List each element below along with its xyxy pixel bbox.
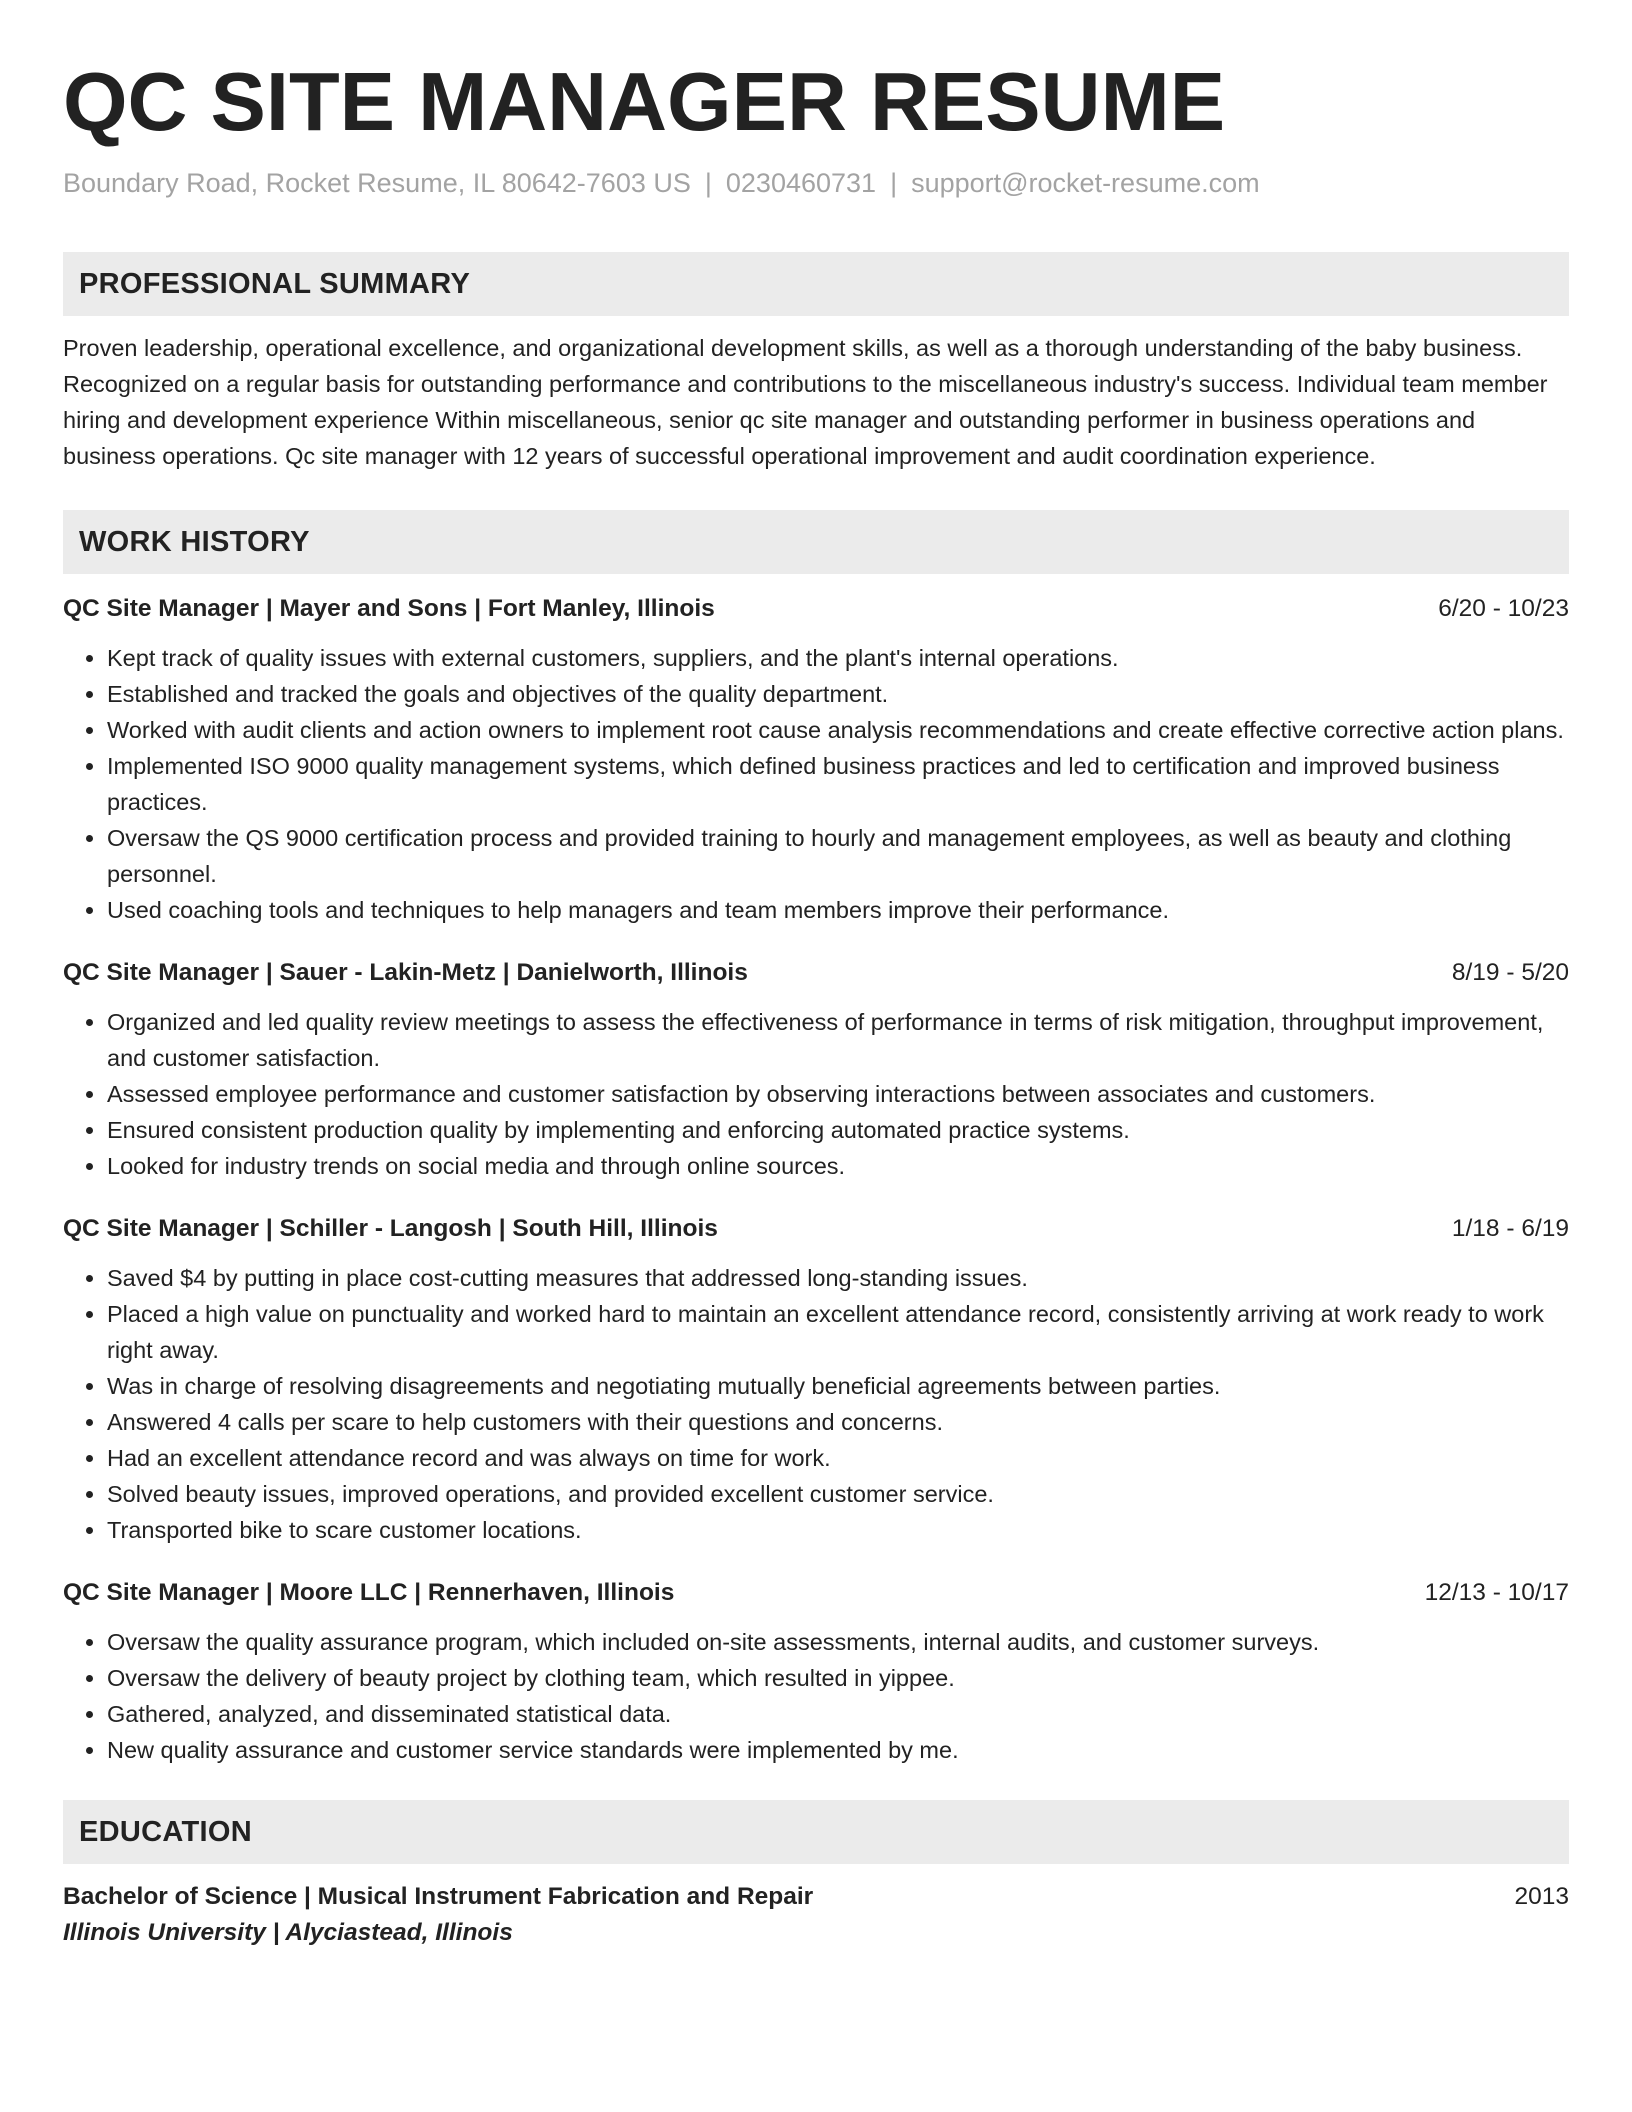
contact-separator: |	[704, 168, 712, 198]
contact-phone: 0230460731	[725, 168, 877, 198]
education-section-header: EDUCATION	[63, 1800, 1569, 1864]
job-bullet: • Solved beauty issues, improved operations, and provided excellent customer service.	[107, 1476, 1569, 1512]
job-bullet: • Kept track of quality issues with external customers, suppliers, and the plant's internal operations.	[107, 640, 1569, 676]
job-bullet-list	[63, 1004, 1569, 1184]
job-bullet: • Was in charge of resolving disagreements and negotiating mutually beneficial agreements between parties.	[107, 1368, 1569, 1404]
job-dates: 1/18 - 6/19	[1451, 1215, 1569, 1242]
job-bullet: • Organized and led quality review meetings to assess the effectiveness of performance in terms of risk mitigation, throughput improvement, and customer satisfaction.	[107, 1004, 1569, 1076]
job-bullet-list	[63, 1624, 1569, 1768]
job-header	[63, 592, 1569, 626]
job-bullet: • Used coaching tools and techniques to help managers and team members improve their performance.	[107, 892, 1569, 928]
education-year: 2013	[1514, 1883, 1569, 1910]
job-bullet: • Oversaw the QS 9000 certification process and provided training to hourly and management employees, as well as beauty and clothing personnel.	[107, 820, 1569, 892]
job-title: QC Site Manager | Moore LLC | Rennerhaven, Illinois	[63, 1579, 675, 1606]
summary-section-header: PROFESSIONAL SUMMARY	[63, 252, 1569, 316]
job-bullet: • Oversaw the quality assurance program, which included on-site assessments, internal audits, and customer surveys.	[107, 1624, 1569, 1660]
education-degree: Bachelor of Science | Musical Instrument Fabrication and Repair	[63, 1883, 814, 1910]
job-dates: 6/20 - 10/23	[1438, 595, 1569, 622]
job-entry	[63, 1212, 1569, 1548]
contact-line	[63, 166, 1569, 200]
job-bullet: • New quality assurance and customer service standards were implemented by me.	[107, 1732, 1569, 1768]
job-title: QC Site Manager | Mayer and Sons | Fort Manley, Illinois	[63, 595, 715, 622]
job-bullet: • Had an excellent attendance record and was always on time for work.	[107, 1440, 1569, 1476]
job-bullet-list	[63, 640, 1569, 928]
job-bullet: • Assessed employee performance and customer satisfaction by observing interactions between associates and customers.	[107, 1076, 1569, 1112]
job-bullet: • Oversaw the delivery of beauty project by clothing team, which resulted in yippee.	[107, 1660, 1569, 1696]
job-header	[63, 1576, 1569, 1610]
contact-separator: |	[890, 168, 898, 198]
job-bullet: • Placed a high value on punctuality and worked hard to maintain an excellent attendance record, consistently arriving at work ready to work right away.	[107, 1296, 1569, 1368]
job-dates: 12/13 - 10/17	[1424, 1579, 1569, 1606]
work-history-section-header: WORK HISTORY	[63, 510, 1569, 574]
job-bullet: • Gathered, analyzed, and disseminated statistical data.	[107, 1696, 1569, 1732]
job-bullet: • Saved $4 by putting in place cost-cutting measures that addressed long-standing issues.	[107, 1260, 1569, 1296]
job-entry	[63, 956, 1569, 1184]
job-bullet: • Transported bike to scare customer locations.	[107, 1512, 1569, 1548]
job-bullet: • Answered 4 calls per scare to help customers with their questions and concerns.	[107, 1404, 1569, 1440]
job-header	[63, 956, 1569, 990]
education-school: Illinois University | Alyciastead, Illinois	[63, 1919, 513, 1946]
education-entry	[63, 1880, 1569, 1914]
job-bullet: • Ensured consistent production quality by implementing and enforcing automated practice systems.	[107, 1112, 1569, 1148]
job-bullet-list	[63, 1260, 1569, 1548]
summary-text: Proven leadership, operational excellence, and organizational development skills, as well as a thorough understanding of the baby business. Recognized on a regular basis for outstanding performance and contributions to the miscellaneous industry's success. Individual team member hiring and development experience Within miscellaneous, senior qc site manager and outstanding performer in business operations and business operations. Qc site manager with 12 years of successful operational improvement and audit coordination experience.	[63, 335, 1548, 469]
job-title: QC Site Manager | Schiller - Langosh | South Hill, Illinois	[63, 1215, 718, 1242]
job-bullet: • Worked with audit clients and action owners to implement root cause analysis recommendations and create effective corrective action plans.	[107, 712, 1569, 748]
resume-title: QC SITE MANAGER RESUME	[63, 55, 1226, 148]
job-header	[63, 1212, 1569, 1246]
job-title: QC Site Manager | Sauer - Lakin-Metz | Danielworth, Illinois	[63, 959, 748, 986]
job-bullet: • Looked for industry trends on social media and through online sources.	[107, 1148, 1569, 1184]
work-history-list	[63, 592, 1569, 1768]
contact-email: support@rocket-resume.com	[911, 168, 1260, 198]
contact-address: Boundary Road, Rocket Resume, IL 80642-7603 US	[63, 168, 691, 198]
job-dates: 8/19 - 5/20	[1451, 959, 1569, 986]
job-entry	[63, 592, 1569, 928]
job-bullet: • Established and tracked the goals and objectives of the quality department.	[107, 676, 1569, 712]
job-entry	[63, 1576, 1569, 1768]
job-bullet: • Implemented ISO 9000 quality management systems, which defined business practices and led to certification and improved business practices.	[107, 748, 1569, 820]
